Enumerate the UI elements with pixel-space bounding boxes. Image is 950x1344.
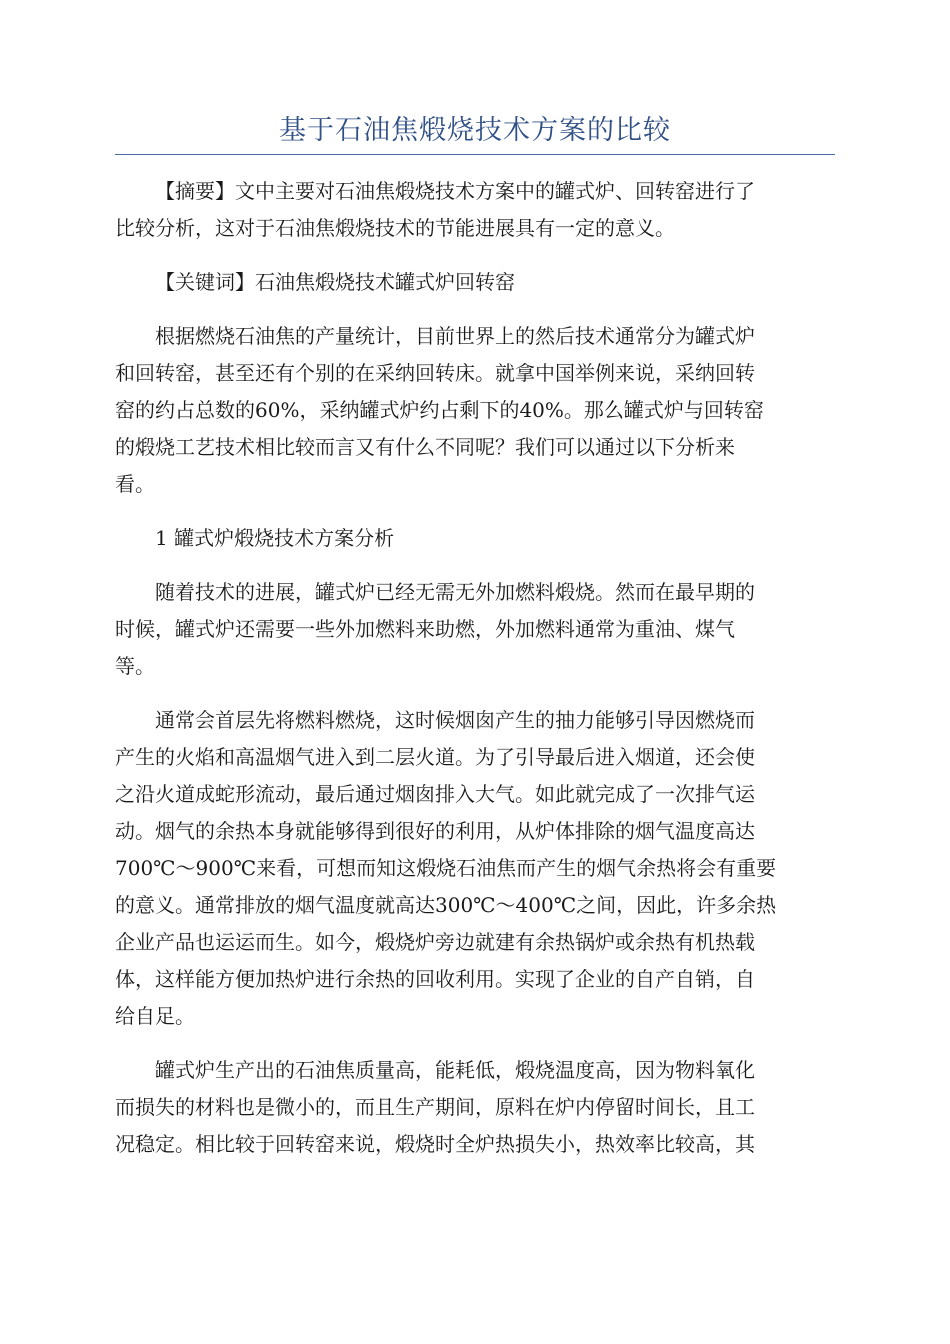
body-paragraph-1: 随着技术的进展，罐式炉已经无需无外加燃料煅烧。然而在最早期的 时候，罐式炉还需要一些外加燃料来助燃，外加燃料通常为重油、煤气 等。 xyxy=(115,580,755,678)
body-paragraph-3: 罐式炉生产出的石油焦质量高，能耗低，煅烧温度高，因为物料氧化 而损失的材料也是微小的，而且生产期间，原料在炉内停留时间长，且工 况稳定。相比较于回转窑来说，煅烧时全炉热损失小，热效率比较高，其 xyxy=(115,1058,755,1156)
document-page xyxy=(115,108,835,1163)
body-paragraph-2: 通常会首层先将燃料燃烧，这时候烟囱产生的抽力能够引导因燃烧而 产生的火焰和高温烟气进入到二层火道。为了引导最后进入烟道，还会使 之沿火道成蛇形流动，最后通过烟囱排入大气。如此就完成了一次排气运 动。烟气的余热本身就能够得到很好的利用，从炉体排除的烟气温度高达 700℃～900℃来看，可想而知这煅烧石油焦而产生的烟气余热将会有重要 的意义。通常排放的烟气温度就高达300℃～400℃之间，因此，许多余热 企业产品也运运而生。如今，煅烧炉旁边就建有余热锅炉或余热有机热载 体，这样能方便加热炉进行余热的回收利用。实现了企业的自产自销，自 给自足。 xyxy=(115,708,777,1028)
abstract-paragraph: 【摘要】文中主要对石油焦煅烧技术方案中的罐式炉、回转窑进行了 比较分析，这对于石油焦煅烧技术的节能进展具有一定的意义。 xyxy=(115,179,755,240)
keywords-paragraph: 【关键词】石油焦煅烧技术罐式炉回转窑 xyxy=(155,270,515,294)
intro-paragraph: 根据燃烧石油焦的产量统计，目前世界上的然后技术通常分为罐式炉 和回转窑，甚至还有个别的在采纳回转床。就拿中国举例来说，采纳回转 窑的约占总数的60%，采纳罐式炉约占剩下的40%。那么罐式炉与回转窑 的煅烧工艺技术相比较而言又有什么不同呢？我们可以通过以下分析来 看。 xyxy=(115,324,764,496)
document-title: 基于石油焦煅烧技术方案的比较 xyxy=(115,108,835,155)
section-heading: 1 罐式炉煅烧技术方案分析 xyxy=(155,526,395,550)
